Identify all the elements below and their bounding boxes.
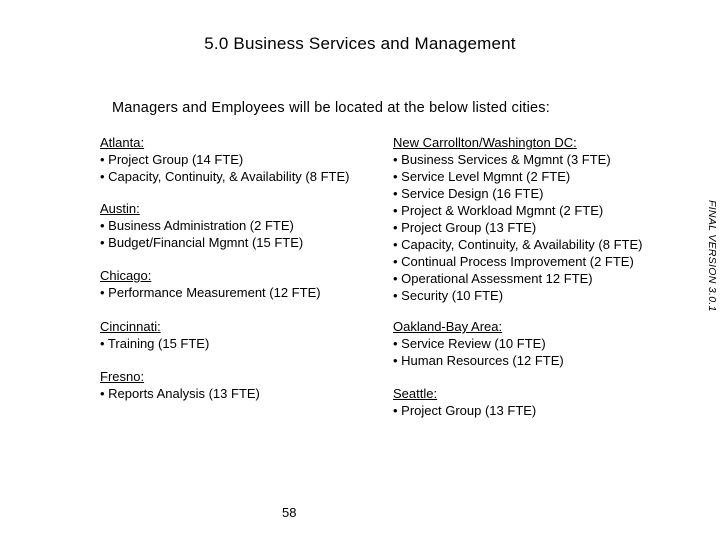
- city-block-fresno: [100, 368, 260, 402]
- department-item: • Service Level Mgmnt (2 FTE): [393, 169, 571, 184]
- page-title: 5.0 Business Services and Management: [204, 34, 516, 53]
- city-name: Fresno:: [100, 369, 145, 384]
- department-item: • Operational Assessment 12 FTE): [393, 271, 593, 286]
- department-item: • Project Group (14 FTE): [100, 152, 244, 167]
- city-name: Cincinnati:: [100, 319, 161, 334]
- department-item: • Human Resources (12 FTE): [393, 353, 564, 368]
- department-item: • Project & Workload Mgmnt (2 FTE): [393, 203, 604, 218]
- department-item: • Security (10 FTE): [393, 288, 504, 303]
- city-block-cincinnati: [100, 318, 209, 352]
- version-label: FINAL VERSION 3.0.1: [706, 200, 718, 312]
- city-block-chicago: [100, 267, 321, 301]
- city-name: Seattle:: [393, 386, 438, 401]
- page-number: 58: [282, 505, 297, 520]
- city-name: New Carrollton/Washington DC:: [393, 135, 577, 150]
- department-item: • Continual Process Improvement (2 FTE): [393, 254, 634, 269]
- department-item: • Service Design (16 FTE): [393, 186, 544, 201]
- department-item: • Reports Analysis (13 FTE): [100, 386, 260, 401]
- department-item: • Capacity, Continuity, & Availability (8 FTE): [100, 169, 350, 184]
- city-block-new-carrollton: [393, 134, 642, 304]
- city-block-austin: [100, 200, 303, 251]
- city-name: Chicago:: [100, 268, 152, 283]
- department-item: • Service Review (10 FTE): [393, 336, 546, 351]
- department-item: • Training (15 FTE): [100, 336, 210, 351]
- department-item: • Capacity, Continuity, & Availability (8 FTE): [393, 237, 643, 252]
- city-name: Austin:: [100, 201, 140, 216]
- department-item: • Business Administration (2 FTE): [100, 218, 294, 233]
- city-name: Atlanta:: [100, 135, 145, 150]
- department-item: • Business Services & Mgmnt (3 FTE): [393, 152, 611, 167]
- department-item: • Project Group (13 FTE): [393, 220, 537, 235]
- department-item: • Project Group (13 FTE): [393, 403, 537, 418]
- city-block-seattle: [393, 385, 536, 419]
- city-block-oakland-bay-area: [393, 318, 564, 369]
- intro-text: Managers and Employees will be located at the below listed cities:: [112, 100, 550, 116]
- city-name: Oakland-Bay Area:: [393, 319, 503, 334]
- city-block-atlanta: [100, 134, 349, 185]
- department-item: • Performance Measurement (12 FTE): [100, 285, 321, 300]
- department-item: • Budget/Financial Mgmnt (15 FTE): [100, 235, 304, 250]
